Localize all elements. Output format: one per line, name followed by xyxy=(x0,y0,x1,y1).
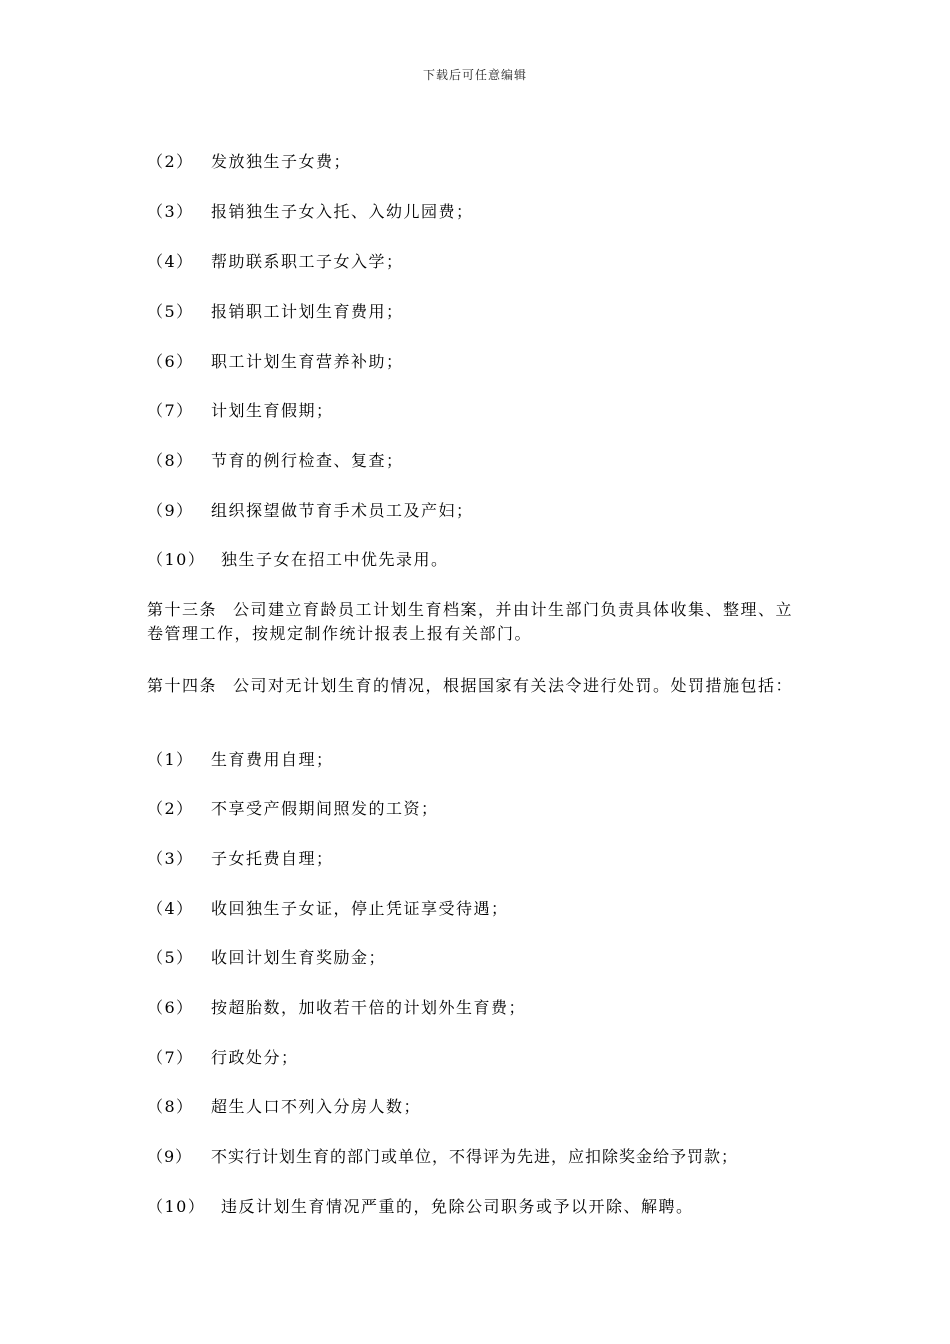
item-text: 发放独生子女费； xyxy=(211,152,352,171)
list-item xyxy=(147,401,334,421)
item-text: 报销职工计划生育费用； xyxy=(211,302,404,321)
item-text: 组织探望做节育手术员工及产妇； xyxy=(211,501,474,520)
item-number: （3） xyxy=(147,202,194,221)
item-number: （9） xyxy=(147,1147,193,1166)
list-item xyxy=(147,501,474,521)
item-text: 节育的例行检查、复查； xyxy=(211,451,404,470)
item-text: 不实行计划生育的部门或单位，不得评为先进，应扣除奖金给予罚款； xyxy=(211,1147,739,1166)
item-text: 子女托费自理； xyxy=(211,849,334,868)
list-item xyxy=(147,1048,299,1068)
item-number: （5） xyxy=(147,302,194,321)
item-number: （4） xyxy=(147,899,194,918)
item-number: （8） xyxy=(147,1097,194,1116)
article-text: 公司建立育龄员工计划生育档案，并由计生部门负责具体收集、整理、立卷管理工作，按规定制作统计报表上报有关部门。 xyxy=(147,600,794,643)
item-text: 收回独生子女证，停止凭证享受待遇； xyxy=(211,899,509,918)
list-item xyxy=(147,252,404,272)
article-13-paragraph xyxy=(147,598,807,646)
list-item xyxy=(147,1197,694,1217)
item-text: 违反计划生育情况严重的，免除公司职务或予以开除、解聘。 xyxy=(221,1197,694,1216)
item-number: （6） xyxy=(147,998,194,1017)
article-14-paragraph xyxy=(147,674,807,698)
list-item xyxy=(147,550,449,570)
list-item xyxy=(147,799,439,819)
item-number: （3） xyxy=(147,849,194,868)
item-text: 生育费用自理； xyxy=(211,750,334,769)
list-item xyxy=(147,1147,738,1167)
item-number: （5） xyxy=(147,948,194,967)
list-item xyxy=(147,352,404,372)
article-label: 第十四条 xyxy=(147,676,218,695)
list-item xyxy=(147,948,386,968)
list-item xyxy=(147,202,474,222)
item-number: （1） xyxy=(147,750,194,769)
list-item xyxy=(147,899,509,919)
item-text: 职工计划生育营养补助； xyxy=(211,352,404,371)
item-number: （8） xyxy=(147,451,194,470)
list-item xyxy=(147,302,404,322)
article-label: 第十三条 xyxy=(147,600,218,619)
item-number: （4） xyxy=(147,252,194,271)
item-text: 按超胎数，加收若干倍的计划外生育费； xyxy=(211,998,527,1017)
page-header: 下载后可任意编辑 xyxy=(422,68,527,82)
item-number: （9） xyxy=(147,501,194,520)
item-text: 行政处分； xyxy=(211,1048,299,1067)
item-text: 不享受产假期间照发的工资； xyxy=(211,799,439,818)
article-text: 公司对无计划生育的情况，根据国家有关法令进行处罚。处罚措施包括： xyxy=(233,676,794,695)
list-item xyxy=(147,750,334,770)
item-text: 帮助联系职工子女入学； xyxy=(211,252,404,271)
item-number: （2） xyxy=(147,799,194,818)
item-number: （2） xyxy=(147,152,194,171)
list-item xyxy=(147,451,404,471)
list-item xyxy=(147,849,334,869)
item-text: 收回计划生育奖励金； xyxy=(211,948,387,967)
item-text: 计划生育假期； xyxy=(211,401,334,420)
item-number: （7） xyxy=(147,401,194,420)
list-item xyxy=(147,1097,421,1117)
list-item xyxy=(147,998,526,1018)
item-number: （6） xyxy=(147,352,194,371)
list-item xyxy=(147,152,351,172)
item-number: （10） xyxy=(147,550,206,569)
item-text: 独生子女在招工中优先录用。 xyxy=(221,550,449,569)
item-number: （7） xyxy=(147,1048,194,1067)
item-text: 超生人口不列入分房人数； xyxy=(211,1097,422,1116)
item-text: 报销独生子女入托、入幼儿园费； xyxy=(211,202,474,221)
item-number: （10） xyxy=(147,1197,206,1216)
